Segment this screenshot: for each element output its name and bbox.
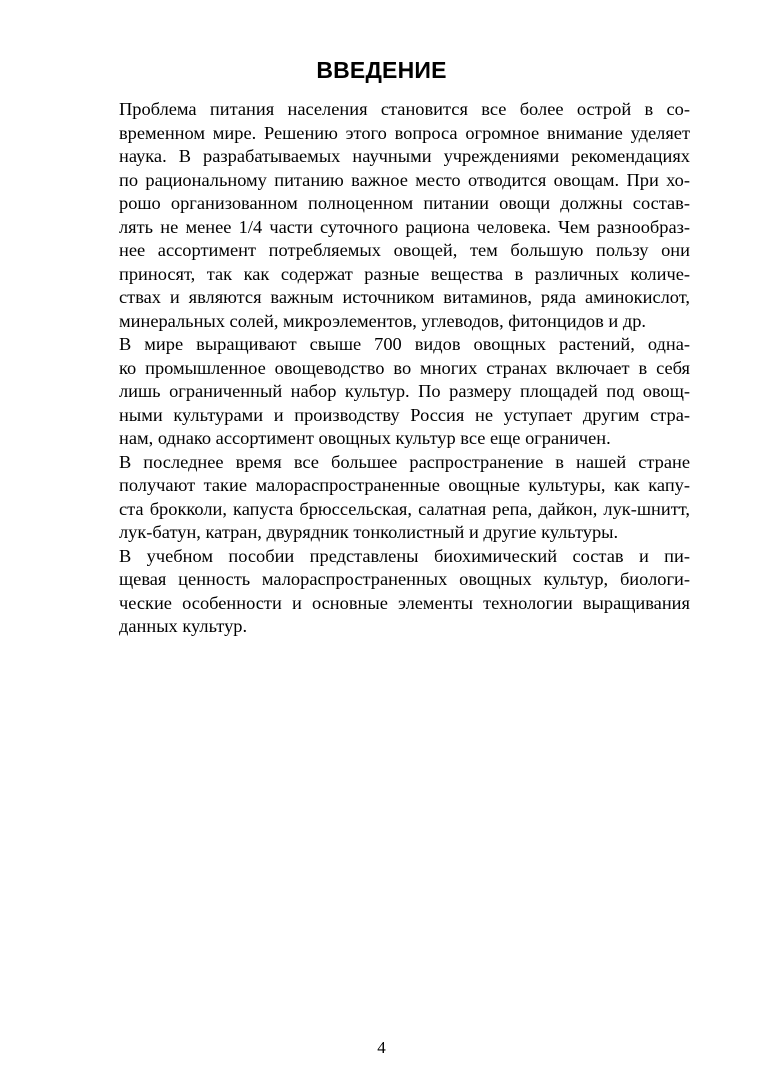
text-line: В последнее время все большее распространение в нашей стране xyxy=(119,451,690,472)
text-line: ко промышленное овощеводство во многих странах включает в себя xyxy=(119,357,690,378)
body-text xyxy=(73,98,690,639)
text-line: ческие особенности и основные элементы технологии выращивания xyxy=(119,592,690,613)
text-line: данных культур. xyxy=(119,616,248,636)
text-line: минеральных солей, микроэлементов, углеводов, фитонцидов и др. xyxy=(119,310,646,331)
page-title: ВВЕДЕНИЕ xyxy=(316,57,447,83)
text-line: ными культурами и производству Россия не уступает другим стра- xyxy=(119,404,690,425)
page-number: 4 xyxy=(377,1038,386,1057)
text-line: ствах и являются важным источником витаминов, ряда аминокислот, xyxy=(119,287,690,307)
text-line: Проблема питания населения становится все более острой в со- xyxy=(119,99,690,119)
text-line: наука. В разрабатываемых научными учреждениями рекомендациях xyxy=(119,146,690,166)
text-line: лять не менее 1/4 части суточного рациона человека. Чем разнообраз- xyxy=(119,216,690,237)
text-line: лишь ограниченный набор культур. По размеру площадей под овощ- xyxy=(119,381,690,401)
text-line: лук-батун, катран, двурядник тонколистный и другие культуры. xyxy=(119,522,619,542)
text-line: В мире выращивают свыше 700 видов овощных растений, одна- xyxy=(119,334,690,354)
text-line: В учебном пособии представлены биохимический состав и пи- xyxy=(119,545,690,566)
text-line: временном мире. Решению этого вопроса огромное внимание уделяет xyxy=(119,122,690,143)
text-line: рошо организованном полноценном питании овощи должны состав- xyxy=(119,193,690,213)
text-line: щевая ценность малораспространенных овощных культур, биологи- xyxy=(119,569,690,589)
text-line: получают такие малораспространенные овощные культуры, как капу- xyxy=(119,475,690,495)
paragraph-4 xyxy=(73,545,690,639)
text-line: приносят, так как содержат разные вещества в различных количе- xyxy=(119,263,690,284)
paragraph-3 xyxy=(73,451,690,545)
text-line: нам, однако ассортимент овощных культур все еще ограничен. xyxy=(119,428,611,448)
paragraph-1 xyxy=(73,98,690,333)
text-line: нее ассортимент потребляемых овощей, тем большую пользу они xyxy=(119,240,690,260)
text-line: по рациональному питанию важное место отводится овощам. При хо- xyxy=(119,169,690,190)
paragraph-2 xyxy=(73,333,690,451)
text-line: ста брокколи, капуста брюссельская, салатная репа, дайкон, лук-шнитт, xyxy=(119,498,690,519)
